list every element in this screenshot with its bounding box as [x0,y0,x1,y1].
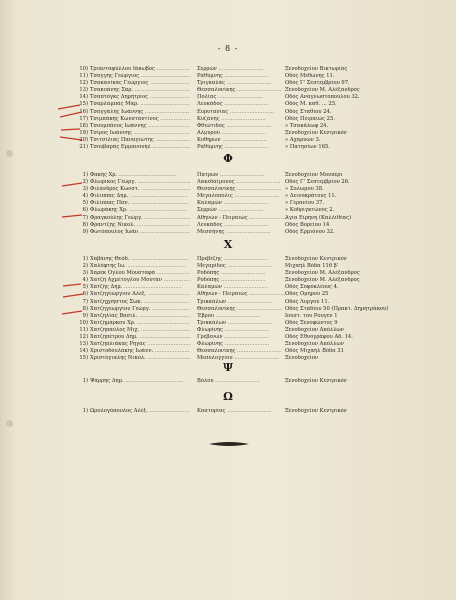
entry-place: Ροδόπης ..... [197,277,287,284]
entry-name: Χατζηπαύλος Μιχ. ..... [90,327,190,334]
entry-place: Μεσσήνης ..... [197,229,287,236]
entry-number: 4) [82,193,88,200]
entry-place: Κυθήρων ..... [197,137,287,144]
red-pen-mark [60,282,86,302]
red-pen-mark [56,103,86,121]
entry-number: 13) [79,341,88,348]
entry-address: Ξενοδοχείον Μονπέρι [285,172,343,178]
page-number: - 8 - [217,44,239,53]
entry-name: Φλωρίκος Γεώργ. ..... [90,179,190,186]
entry-place: Καστορίας ..... [197,408,287,415]
list-item [70,215,430,222]
entry-name: Φιλιππας Δημ. ..... [90,193,190,200]
entry-name: Τσαπτόγκς Δημήτριος ..... [90,94,190,101]
entry-address: Ξενοδοχείον Μ. Αλέξανδρος [285,270,360,277]
entry-number: 6) [82,207,88,214]
entry-place: Ραθύμνης ..... [197,144,287,151]
entry-place: Θεσσαλονίκης ..... [197,348,287,355]
entry-name: Ψάρρης Δημ. ..... [90,378,190,385]
entry-place: Τριγκαλάς ..... [197,80,287,87]
list-item [70,200,430,207]
entry-address: Οδός Μιχαήλ Βόδα 31 [285,348,344,355]
section-letter-omega: Ω [223,390,233,403]
section-letter-phi: Φ [223,152,233,165]
list-item [70,291,430,298]
entry-number: 1) [82,408,88,414]
list-item [70,87,430,94]
ornament-divider [208,441,250,447]
entry-number: 9) [82,312,88,319]
red-pen-mark [60,305,88,318]
entry-place: Κυζάνης ..... [197,116,287,123]
entry-number: 11) [79,73,88,80]
entry-number: 9) [82,228,88,235]
entry-address: Οδός Μ. καθ. ... 25. [285,101,337,108]
entry-place: Ευρυτανίας ..... [197,109,287,116]
entry-address: Οδός Σταδίου 50 (Πρακτ. Δημητράκου) [285,305,389,312]
section-letter-chi: Χ [223,238,233,251]
list-phi [70,172,430,236]
entry-number: 4) [82,277,88,284]
entry-address: Αγία Ειρήνη (Καλλιθέας) [285,214,352,221]
punch-hole [6,420,13,427]
entry-address: Οδός Βορείου 14 [285,221,330,228]
entry-address: Ξενοδοχείον Απόλλων [285,341,344,348]
entry-name: Τσαγγάλης Ιωάννης ..... [90,109,190,116]
list-item [70,277,430,284]
entry-place: Μεσολογγίου ..... [197,355,287,362]
list-omega [70,408,430,415]
entry-address: Ξενοδοχείον Κεντρικόν [285,378,347,384]
entry-address: Οδός Ξενοφώντος 9 [285,319,338,326]
list-item [70,186,430,193]
entry-name: Χατζηγεωργίου Γεώργ. ..... [90,306,190,313]
entry-name: Τσακυάνης Σαρ. ..... [90,87,190,94]
entry-name: Φραντζής Νικολ. ..... [90,222,190,229]
entry-address: Ξενοδοχείον Απόλλων [285,326,344,333]
entry-number: 18) [79,122,88,129]
entry-number: 8) [82,305,88,312]
entry-number: 21) [79,144,88,151]
entry-address: » Τσακάλωφ 24. [285,122,329,129]
list-item [70,94,430,101]
entry-name: Τσιτσίλιας Παναγιώτης ..... [90,137,190,144]
entry-address: Ξενοδοχείον [285,355,319,362]
entry-address: Οδός Γ' Σεπτεμβρίου 97. [285,80,350,87]
entry-number: 2) [82,263,88,270]
entry-place: Θεσσαλονίκης ..... [197,87,287,94]
entry-number: 12) [79,80,88,87]
list-psi [70,378,430,385]
entry-address: » Δεινοκράτους 11. [285,193,337,200]
list-item [70,320,430,327]
entry-place: Φλωρίνης ..... [197,341,287,348]
list-item [70,284,430,291]
entry-place: Τρικκάλων ..... [197,299,287,306]
entry-place: Αθηνών - Πειραιώς ..... [197,291,287,298]
entry-number: 13) [79,87,88,94]
list-item [70,193,430,200]
entry-place: Καλαμών ..... [197,200,287,207]
entry-number: 1) [82,172,88,178]
entry-number: 11) [79,326,88,333]
entry-place: Μεγαλόπολις ..... [197,193,287,200]
entry-name: Φωτόπουλος Ιωάν. ..... [90,229,190,236]
entry-number: 15) [79,355,88,362]
entry-address: Οδός Πειραιώς 25. [285,115,335,122]
entry-number: 14) [79,348,88,355]
entry-address: Ιουστ. του Ρουγέν 1 [285,312,338,319]
entry-place: Λακεδαίμονος ..... [197,179,287,186]
entry-address: Οδός Ομήρου 25 [285,291,329,298]
entry-number: 5) [82,200,88,207]
entry-number: 10) [79,319,88,326]
entry-number: 17) [79,115,88,122]
red-pen-mark [60,211,86,221]
list-item [70,144,430,151]
list-item [70,137,430,144]
entry-address: » Γερανίου 37. [285,200,325,207]
entry-address: Ξενοδοχείον Κεντρικόν [285,129,347,136]
entry-place: Γρεβενών ..... [197,334,287,341]
entry-name: Χαρέκ Όγλού Μουσταφά ..... [90,270,190,277]
list-item [70,306,430,313]
entry-number: 12) [79,334,88,341]
list-item [70,299,430,306]
entry-place: Θεσσαλονίκης ..... [197,186,287,193]
entry-number: 5) [82,284,88,291]
list-item [70,408,430,415]
entry-name: Φιλανδρος Κωνστ. ..... [90,186,190,193]
entry-place: Λευκάδος ..... [197,101,287,108]
entry-number: 8) [82,221,88,228]
entry-number: 1) [82,378,88,384]
entry-address: Οδός Λυργού 11. [285,298,330,305]
list-item [70,334,430,341]
entry-number: 3) [82,270,88,277]
entry-name: Χατζηλίας Βασιλ. ..... [90,313,190,320]
list-item [70,123,430,130]
entry-name: Χατζηπλιάκας Ρηγας ..... [90,341,190,348]
entry-address: Ξενοδοχείον Κεντρικόν [285,408,347,414]
entry-name: Φιλίππας Παν. ..... [90,200,190,207]
entry-address: » Αχαρνών 3. [285,136,321,143]
entry-number: 6) [82,291,88,298]
entry-name: Τσουμπάνος Ιωάννης ..... [90,123,190,130]
entry-name: Χατζή Αχμέτογλου Μουτάν ..... [90,277,190,284]
entry-place: Λευκάδος ..... [197,222,287,229]
list-item [70,207,430,214]
entry-address: » Σολωμού 38. [285,186,324,193]
entry-address: Μιχαήλ Βόδα 116 β' [285,263,339,270]
list-item [70,116,430,123]
entry-place: Πολίας ..... [197,94,287,101]
entry-address: Ξενοδοχείον Κεντρικόν [285,256,347,262]
entry-number: 2) [82,179,88,186]
entry-number: 1) [82,256,88,262]
list-item [70,327,430,334]
list-top [70,66,430,151]
entry-place: Σερρών ..... [197,207,287,214]
red-pen-mark [60,180,86,190]
entry-number: 7) [82,298,88,305]
entry-name: Τσουβαράς Εμμανουήλ ..... [90,144,190,151]
entry-place: Βόλου ..... [197,378,287,385]
entry-number: 19) [79,129,88,136]
list-item [70,179,430,186]
entry-number: 3) [82,186,88,193]
list-item [70,109,430,116]
list-item [70,341,430,348]
entry-place: Ραθύμνης ..... [197,73,287,80]
entry-address: Οδός Ερμιόνου 32. [285,228,335,235]
entry-number: 15) [79,101,88,108]
entry-name: Χαλόφτης Ιω. ..... [90,263,190,270]
entry-address: Οδός Σοφοκλέους 4. [285,284,339,291]
entry-place: Καλαμών ..... [197,284,287,291]
entry-name: Χατζηχρήστος Σωκ. ..... [90,299,190,306]
entry-place: Φθιώτιδος ..... [197,123,287,130]
entry-address: Ξενοδοχείον Μ. Αλέξανδρος [285,87,360,94]
entry-address: Οδός Μεθώνης 11. [285,73,335,80]
list-item [70,313,430,320]
entry-address: » Πατησίων 165. [285,144,330,151]
entry-name: Χατζηπέτρου Δημ. ..... [90,334,190,341]
entry-number: 16) [79,108,88,115]
list-item [70,222,430,229]
entry-place: Τρικκάλων ..... [197,320,287,327]
entry-address: Οδός Αναγνωστοπούλου 32. [285,94,360,101]
list-item [70,66,430,73]
entry-name: Χαβάνης Θεόδ. ..... [90,256,190,263]
entry-name: Τσαγγής Γεώργιος ..... [90,73,190,80]
entry-name: Τσιμπάκης Κωνσταντίνος ..... [90,116,190,123]
entry-number: 20) [79,136,88,143]
list-item [70,378,430,385]
list-item [70,101,430,108]
entry-number: 7) [82,214,88,221]
entry-name: Τριανταφύλλου Ιάκωβος ..... [90,66,190,73]
entry-place: Θεσσαλονίκης ..... [197,306,287,313]
entry-number: 10) [79,66,88,72]
entry-address: » Κοδριγκτώνος 2. [285,207,335,214]
entry-name: Ωρολογόπουλος Αλέξ. ..... [90,408,190,415]
entry-place: Ροδόπης ..... [197,270,287,277]
entry-address: Οδός Σταθίου 24. [285,108,332,115]
entry-place: Μεγαρίδος ..... [197,263,287,270]
entry-number: 14) [79,94,88,101]
list-item [70,263,430,270]
list-item [70,80,430,87]
entry-name: Χατζημάρκου Χρ. ..... [90,320,190,327]
entry-address: Οδός Γ' Σεπτεμβρίου 26. [285,179,350,186]
entry-name: Τσαρλαμπάς Μαρ. ..... [90,101,190,108]
entry-place: Αθηνών - Πειραιώς ..... [197,215,287,222]
entry-address: Ξενοδοχείον Μ. Αλέξανδρος [285,277,360,284]
list-item [70,270,430,277]
entry-address: Οδός Εθνογράφου Αδ. 14. [285,334,353,341]
list-item [70,256,430,263]
entry-name: Φακής Χρ. ..... [90,172,190,179]
list-item [70,172,430,179]
entry-name: Φλωράκης Χρ. ..... [90,207,190,214]
entry-name: Χριστοδουλάκης Ιωάνν. ..... [90,348,190,355]
entry-name: Χριστόγιαλης Νικόλ. ..... [90,355,190,362]
entry-place: Πατρών ..... [197,172,287,179]
section-letter-psi: Ψ [222,361,234,374]
entry-place: Έβρου ..... [197,313,287,320]
entry-name: Φραγκούλης Γεώργ. ..... [90,215,190,222]
entry-place: Σερρών ..... [197,66,287,73]
entry-name: Χατζής Δημ. ..... [90,284,190,291]
entry-place: Αλμυρού ..... [197,130,287,137]
entry-place: Πρεβέζης ..... [197,256,287,263]
list-item [70,73,430,80]
list-item [70,229,430,236]
entry-name: Χατζηγεώργιου Αλέξ. ..... [90,291,190,298]
list-chi [70,256,430,362]
entry-name: Τσίρος Ιωάννης ..... [90,130,190,137]
red-pen-mark [58,126,84,144]
entry-name: Τσακανίκας Γεώργιος ..... [90,80,190,87]
entry-place: Φλωρίνης ..... [197,327,287,334]
list-item [70,130,430,137]
entry-address: Ξενοδοχείον Βικτωρίας [285,66,348,72]
list-item [70,348,430,355]
